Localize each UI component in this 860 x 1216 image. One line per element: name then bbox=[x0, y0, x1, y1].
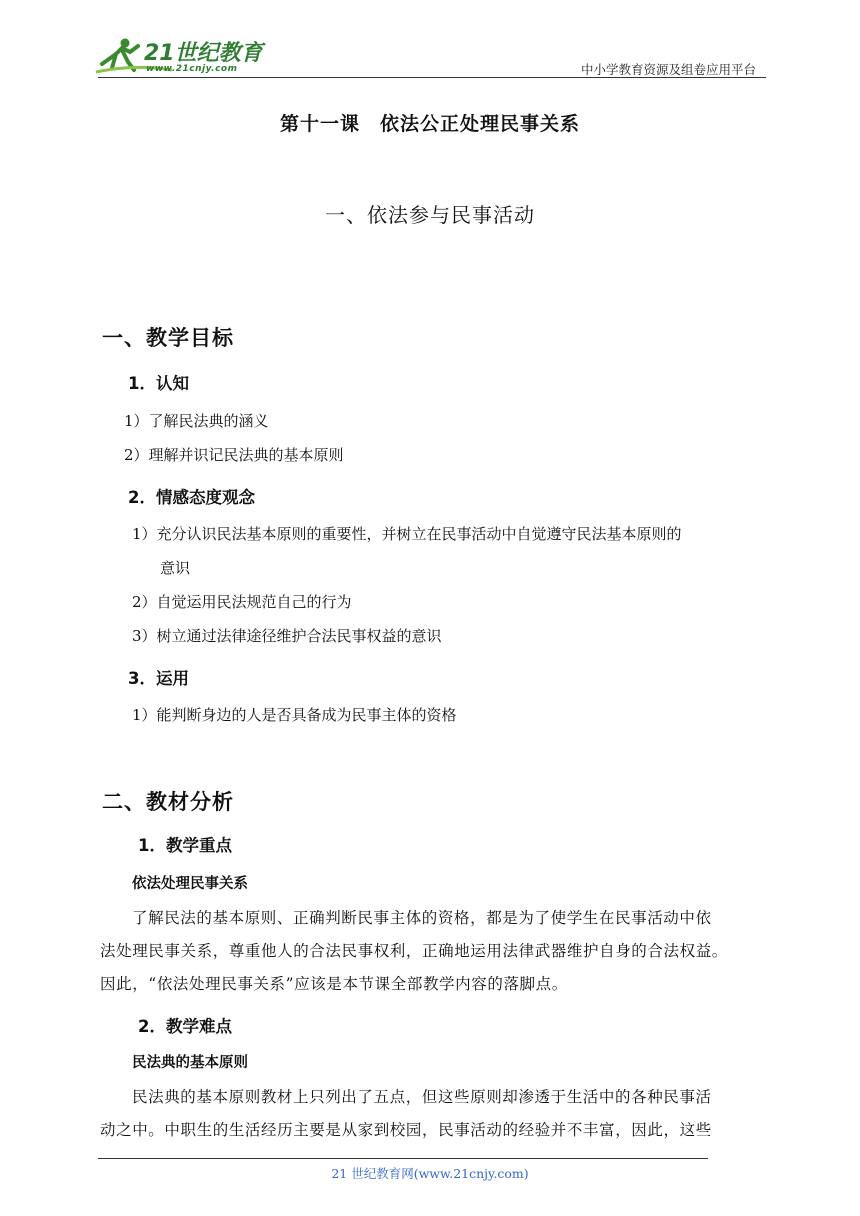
page-subtitle: 一、依法参与民事活动 bbox=[325, 203, 535, 227]
list-item: 1）能判断身边的人是否具备成为民事主体的资格 bbox=[132, 706, 457, 724]
list-item: 3）树立通过法律途径维护合法民事权益的意识 bbox=[132, 627, 442, 645]
subheading-cognition: 1．认知 bbox=[128, 374, 189, 393]
paragraph-line: 民法典的基本原则教材上只列出了五点，但这些原则却渗透于生活中的各种民事活 bbox=[132, 1088, 712, 1106]
logo-url: www.21cnjy.com bbox=[146, 64, 238, 74]
footer-divider bbox=[98, 1158, 708, 1159]
subheading-difficulties: 2．教学难点 bbox=[138, 1017, 232, 1036]
header-divider bbox=[98, 77, 766, 78]
subheading-key-points: 1．教学重点 bbox=[138, 836, 232, 855]
list-item: 1）了解民法典的涵义 bbox=[124, 412, 269, 430]
page-title: 第十一课 依法公正处理民事关系 bbox=[279, 113, 580, 135]
list-item: 2）自觉运用民法规范自己的行为 bbox=[132, 593, 352, 611]
paragraph-line: 动之中。中职生的生活经历主要是从家到校园，民事活动的经验并不丰富，因此，这些 bbox=[100, 1121, 712, 1139]
section-heading-goals: 一、教学目标 bbox=[102, 326, 234, 350]
list-item: 2）理解并识记民法典的基本原则 bbox=[124, 446, 344, 464]
subheading-attitude: 2．情感态度观念 bbox=[128, 488, 255, 507]
section-heading-analysis: 二、教材分析 bbox=[102, 790, 234, 814]
site-logo bbox=[92, 34, 262, 78]
paragraph-line: 了解民法的基本原则、正确判断民事主体的资格，都是为了使学生在民事活动中依 bbox=[132, 909, 712, 927]
paragraph-line: 法处理民事关系，尊重他人的合法民事权利，正确地运用法律武器维护自身的合法权益。 bbox=[100, 942, 728, 960]
paragraph-line: 因此，“依法处理民事关系”应该是本节课全部教学内容的落脚点。 bbox=[100, 975, 568, 993]
footer-link[interactable]: 21 世纪教育网(www.21cnjy.com) bbox=[331, 1166, 529, 1181]
subheading-application: 3．运用 bbox=[128, 669, 189, 688]
logo-text: 21世纪教育 bbox=[144, 41, 263, 66]
difficulty-label: 民法典的基本原则 bbox=[132, 1055, 248, 1071]
list-item: 意识 bbox=[160, 559, 191, 577]
key-point-label: 依法处理民事关系 bbox=[132, 876, 248, 892]
list-item: 1）充分认识民法基本原则的重要性，并树立在民事活动中自觉遵守民法基本原则的 bbox=[132, 525, 682, 543]
header-platform-text: 中小学教育资源及组卷应用平台 bbox=[580, 62, 756, 77]
